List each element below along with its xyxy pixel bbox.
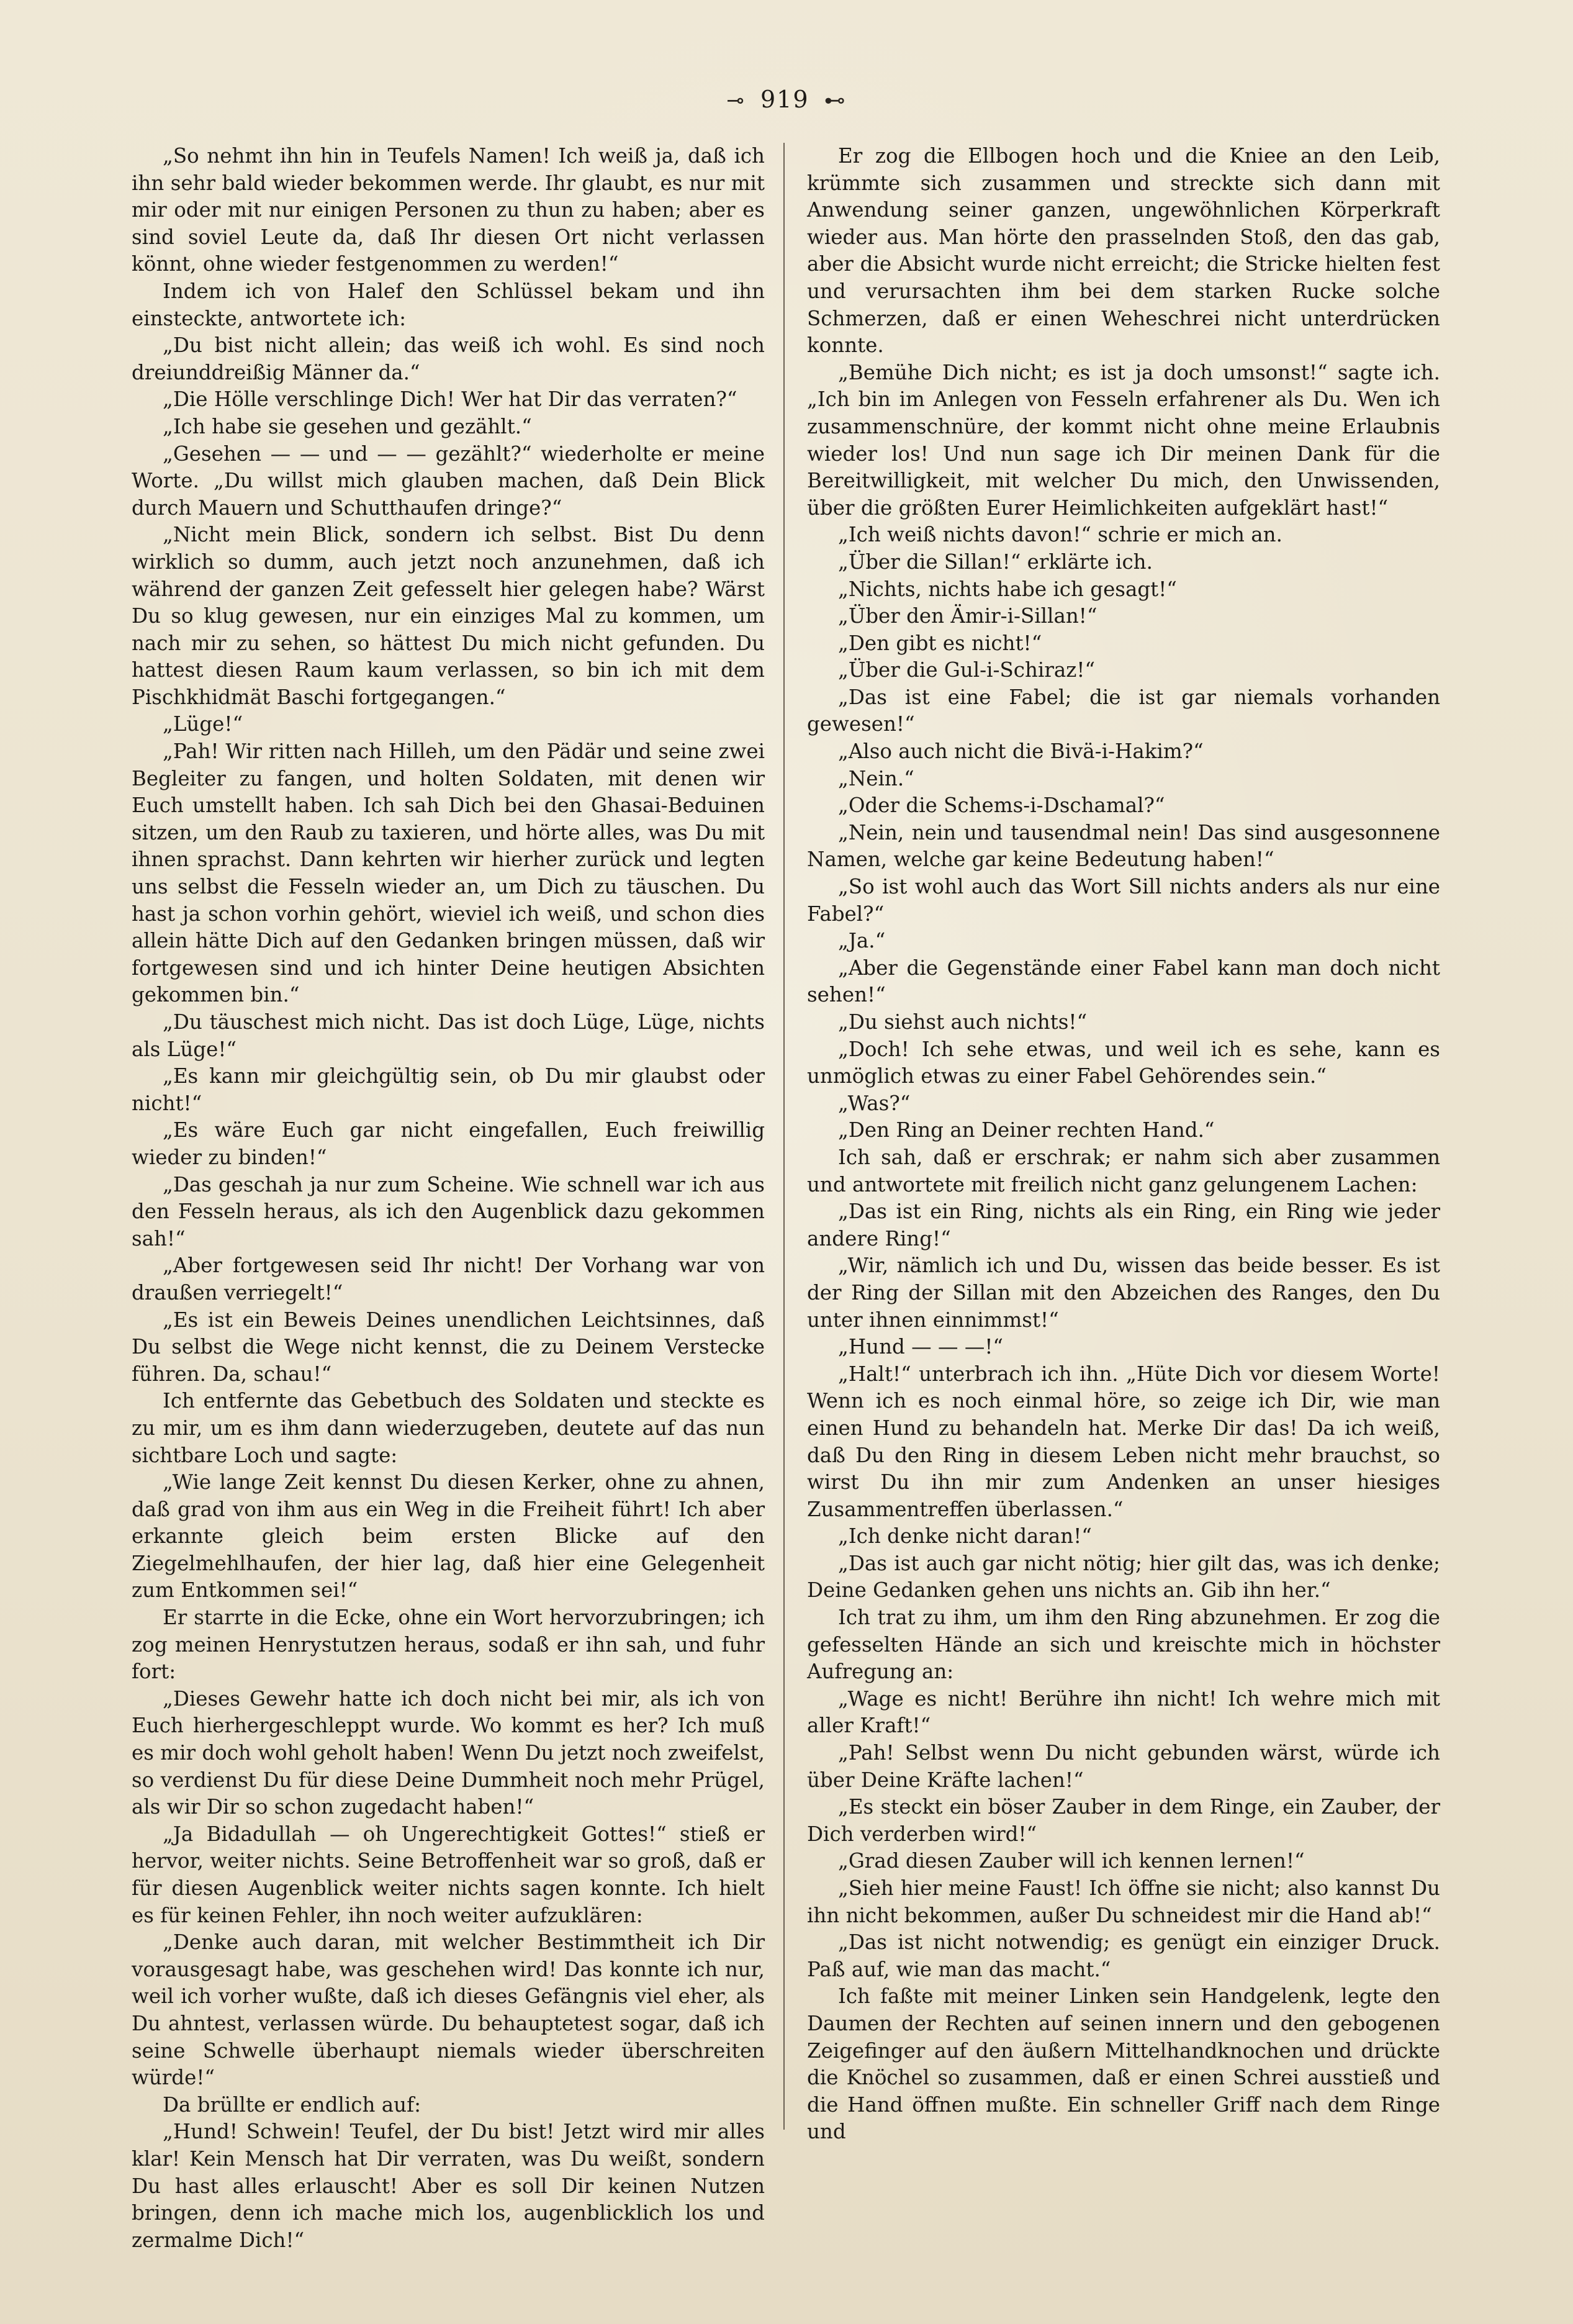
paragraph: „Den Ring an Deiner rechten Hand.“ — [838, 1118, 1215, 1142]
paragraph: „Du siehst auch nichts!“ — [838, 1010, 1088, 1034]
paragraph: „So nehmt ihn hin in Teufels Namen! Ich weiß ja, daß ich ihn sehr bald wieder bekommen werde. Ihr glaubt, es nur mit mir oder mit nur einigen Personen zu thun zu haben; aber es sind soviel Leute da, daß Ihr diesen Ort nicht verlassen könnt, ohne wieder festgenommen zu werden!“ — [132, 144, 765, 276]
paragraph: „Hund — — —!“ — [838, 1335, 1004, 1359]
paragraph: „Was?“ — [838, 1091, 911, 1115]
paragraph: „Nein, nein und tausendmal nein! Das sind ausgesonnene Namen, welche gar keine Bedeutung haben!“ — [807, 820, 1440, 872]
paragraph: Er zog die Ellbogen hoch und die Kniee an den Leib, krümmte sich zusammen und streckte sich dann mit Anwendung seiner ganzen, ungewöhnlichen Körperkraft wieder aus. Man hörte den prasselnden Stoß, den das gab, aber die Absicht wurde nicht erreicht; die Stricke hielten fest und verursachten ihm bei dem starken Rucke solche Schmerzen, daß er einen Weheschrei nicht unterdrücken konnte. — [807, 144, 1440, 358]
paragraph: „Ja.“ — [838, 929, 886, 953]
paragraph: „Aber fortgewesen seid Ihr nicht! Der Vorhang war von draußen verriegelt!“ — [132, 1254, 765, 1304]
paragraph: „Die Hölle verschlinge Dich! Wer hat Dir das verraten?“ — [163, 387, 737, 412]
paragraph: „Sieh hier meine Faust! Ich öffne sie nicht; also kannst Du ihn nicht bekommen, außer Du schneidest mir die Hand ab!“ — [807, 1876, 1440, 1927]
paragraph: „Wie lange Zeit kennst Du diesen Kerker, ohne zu ahnen, daß grad von ihm aus ein Weg in die Freiheit führt! Ich aber erkannte gleich beim ersten Blicke auf den Ziegelmehlhaufen, der hier lag, daß hier eine Gelegenheit zum Entkommen sei!“ — [132, 1470, 765, 1603]
paragraph: „So ist wohl auch das Wort Sill nichts anders als nur eine Fabel?“ — [807, 875, 1440, 926]
paragraph: Ich sah, daß er erschrak; er nahm sich aber zusammen und antwortete mit freilich nicht ganz gelungenem Lachen: — [807, 1145, 1440, 1196]
paragraph: „Du täuschest mich nicht. Das ist doch Lüge, Lüge, nichts als Lüge!“ — [132, 1010, 765, 1061]
paragraph: „Wage es nicht! Berühre ihn nicht! Ich wehre mich mit aller Kraft!“ — [807, 1686, 1440, 1738]
paragraph: „Es wäre Euch gar nicht eingefallen, Euch freiwillig wieder zu binden!“ — [132, 1118, 765, 1169]
paragraph: „Halt!“ unterbrach ich ihn. „Hüte Dich vor diesem Worte! Wenn ich es noch einmal höre, so zeige ich Dir, wie man einen Hund zu behandeln hat. Merke Dir das! Da ich weiß, daß Du den Ring in diesem Leben nicht mehr brauchst, so wirst Du ihn mir zum Andenken an unser hiesiges Zusammentreffen überlassen.“ — [807, 1362, 1440, 1521]
paragraph: „Nicht mein Blick, sondern ich selbst. Bist Du denn wirklich so dumm, auch jetzt noch anzunehmen, daß ich während der ganzen Zeit gefesselt hier gelegen habe? Wärst Du so klug gewesen, nur ein einziges Mal zu kommen, um nach mir zu sehen, so hättest Du mich nicht gefunden. Du hattest diesen Raum kaum verlassen, so bin ich mit dem Pischkhidmät Baschi fortgegangen.“ — [132, 523, 765, 709]
paragraph: „Grad diesen Zauber will ich kennen lernen!“ — [838, 1849, 1305, 1873]
ornament-right-icon: ⊷ — [824, 88, 847, 113]
paragraph: „Das ist auch gar nicht nötig; hier gilt das, was ich denke; Deine Gedanken gehen uns nichts an. Gib ihn her.“ — [807, 1551, 1440, 1603]
paragraph: „Es kann mir gleichgültig sein, ob Du mir glaubst oder nicht!“ — [132, 1064, 765, 1115]
paragraph: Indem ich von Halef den Schlüssel bekam und ihn einsteckte, antwortete ich: — [132, 279, 765, 330]
paragraph: Ich faßte mit meiner Linken sein Handgelenk, legte den Daumen der Rechten auf seinen innern und den gebogenen Zeigefinger auf den äußern Mittelhandknochen und drückte die Knöchel so zusammen, daß er einen Schrei ausstieß und die Hand öffnen mußte. Ein schneller Griff nach dem Ringe und — [807, 1984, 1440, 2144]
paragraph: Er starrte in die Ecke, ohne ein Wort hervorzubringen; ich zog meinen Henrystutzen heraus, sodaß er ihn sah, und fuhr fort: — [132, 1606, 765, 1684]
paragraph: „Also auch nicht die Bivä-i-Hakim?“ — [838, 739, 1204, 764]
paragraph: „Den gibt es nicht!“ — [838, 631, 1042, 655]
paragraph: „Ich habe sie gesehen und gezählt.“ — [163, 414, 532, 438]
paragraph: „Das ist eine Fabel; die ist gar niemals vorhanden gewesen!“ — [807, 685, 1440, 736]
paragraph: „Pah! Wir ritten nach Hilleh, um den Pädär und seine zwei Begleiter zu fangen, und holten Soldaten, mit denen wir Euch umstellt haben. Ich sah Dich bei den Ghasai-Beduinen sitzen, um den Raub zu taxieren, und hörte alles, was Du mit ihnen sprachst. Dann kehrten wir hierher zurück und legten uns selbst die Fesseln wieder an, um Dich zu täuschen. Du hast ja schon vorhin gehört, wieviel ich weiß, und schon dies allein hätte Dich auf den Gedanken bringen müssen, daß wir fortgewesen sind und ich hinter Deine heutigen Absichten gekommen bin.“ — [132, 739, 765, 1007]
paragraph: „Hund! Schwein! Teufel, der Du bist! Jetzt wird mir alles klar! Kein Mensch hat Dir verraten, was Du weißt, sondern Du hast alles erlauscht! Aber es soll Dir keinen Nutzen bringen, denn ich mache mich los, augenblicklich los und zermalme Dich!“ — [132, 2120, 765, 2252]
paragraph: Da brüllte er endlich auf: — [163, 2092, 421, 2117]
paragraph: „Denke auch daran, mit welcher Bestimmtheit ich Dir vorausgesagt habe, was geschehen wird! Das konnte ich nur, weil ich vorher wußte, daß ich dieses Gefängnis viel eher, als Du ahntest, verlassen würde. Du behauptetest sogar, daß ich seine Schwelle überhaupt niemals wieder überschreiten würde!“ — [132, 1930, 765, 2090]
paragraph: „Du bist nicht allein; das weiß ich wohl. Es sind noch dreiunddreißig Männer da.“ — [132, 333, 765, 384]
left-column — [132, 143, 765, 2252]
paragraph: „Dieses Gewehr hatte ich doch nicht bei mir, als ich von Euch hierhergeschleppt wurde. Wo kommt es her? Ich muß es mir doch wohl geholt haben! Wenn Du jetzt noch zweifelst, so verdienst Du für diese Deine Dummheit noch mehr Prügel, als wir Dir so schon zugedacht haben!“ — [132, 1686, 765, 1819]
paragraph: „Pah! Selbst wenn Du nicht gebunden wärst, würde ich über Deine Kräfte lachen!“ — [807, 1741, 1440, 1792]
paragraph: „Lüge!“ — [163, 712, 243, 736]
paragraph: „Über den Ämir-i-Sillan!“ — [838, 604, 1097, 628]
paragraph: Ich trat zu ihm, um ihm den Ring abzunehmen. Er zog die gefesselten Hände an sich und kreischte mich in höchster Aufregung an: — [807, 1606, 1440, 1684]
paragraph: „Ja Bidadullah — oh Ungerechtigkeit Gottes!“ stieß er hervor, weiter nichts. Seine Betroffenheit war so groß, daß er für diesen Augenblick weiter nichts sagen konnte. Ich hielt es für keinen Fehler, ihn noch weiter aufzuklären: — [132, 1822, 765, 1927]
paragraph: „Nein.“ — [838, 766, 914, 790]
paragraph: „Über die Sillan!“ erklärte ich. — [838, 549, 1153, 574]
page-number: 919 — [760, 86, 809, 113]
paragraph: „Nichts, nichts habe ich gesagt!“ — [838, 577, 1177, 601]
paragraph: „Das ist nicht notwendig; es genügt ein einziger Druck. Paß auf, wie man das macht.“ — [807, 1930, 1440, 1981]
paragraph: „Es steckt ein böser Zauber in dem Ringe, ein Zauber, der Dich verderben wird!“ — [807, 1795, 1440, 1846]
paragraph: „Ich denke nicht daran!“ — [838, 1524, 1092, 1549]
paragraph: „Doch! Ich sehe etwas, und weil ich es sehe, kann es unmöglich etwas zu einer Fabel Gehörendes sein.“ — [807, 1037, 1440, 1088]
paragraph: „Oder die Schems-i-Dschamal?“ — [838, 794, 1165, 818]
column-divider — [783, 143, 785, 2130]
paragraph: „Wir, nämlich ich und Du, wissen das beide besser. Es ist der Ring der Sillan mit den Abzeichen des Ranges, den Du unter ihnen einnimmst!“ — [807, 1254, 1440, 1332]
paragraph: „Gesehen — — und — — gezählt?“ wiederholte er meine Worte. „Du willst mich glauben machen, daß Dein Blick durch Mauern und Schutthaufen dringe?“ — [132, 441, 765, 520]
paragraph: „Das ist ein Ring, nichts als ein Ring, ein Ring wie jeder andere Ring!“ — [807, 1200, 1440, 1250]
paragraph: „Aber die Gegenstände einer Fabel kann man doch nicht sehen!“ — [807, 956, 1440, 1007]
page-header — [0, 86, 1573, 113]
paragraph: „Das geschah ja nur zum Scheine. Wie schnell war ich aus den Fesseln heraus, als ich den Augenblick dazu gekommen sah!“ — [132, 1172, 765, 1250]
paragraph: „Über die Gul-i-Schiraz!“ — [838, 658, 1096, 682]
ornament-left-icon: ⊸ — [726, 88, 746, 113]
paragraph: „Es ist ein Beweis Deines unendlichen Leichtsinnes, daß Du selbst die Wege nicht kennst, die zu Deinem Verstecke führen. Da, schau!“ — [132, 1308, 765, 1386]
paragraph: „Ich weiß nichts davon!“ schrie er mich an. — [838, 523, 1282, 547]
paragraph: „Bemühe Dich nicht; es ist ja doch umsonst!“ sagte ich. „Ich bin im Anlegen von Fesseln erfahrener als Du. Wen ich zusammenschnüre, der kommt nicht ohne meine Erlaubnis wieder los! Und nun sage ich Dir meinen Dank für die Bereitwilligkeit, mit welcher Du mich, den Unwissenden, über die größten Eurer Heimlichkeiten aufgeklärt hast!“ — [807, 360, 1440, 520]
right-column — [807, 143, 1440, 2144]
paragraph: Ich entfernte das Gebetbuch des Soldaten und steckte es zu mir, um es ihm dann wiederzugeben, deutete auf das nun sichtbare Loch und sagte: — [132, 1389, 765, 1467]
